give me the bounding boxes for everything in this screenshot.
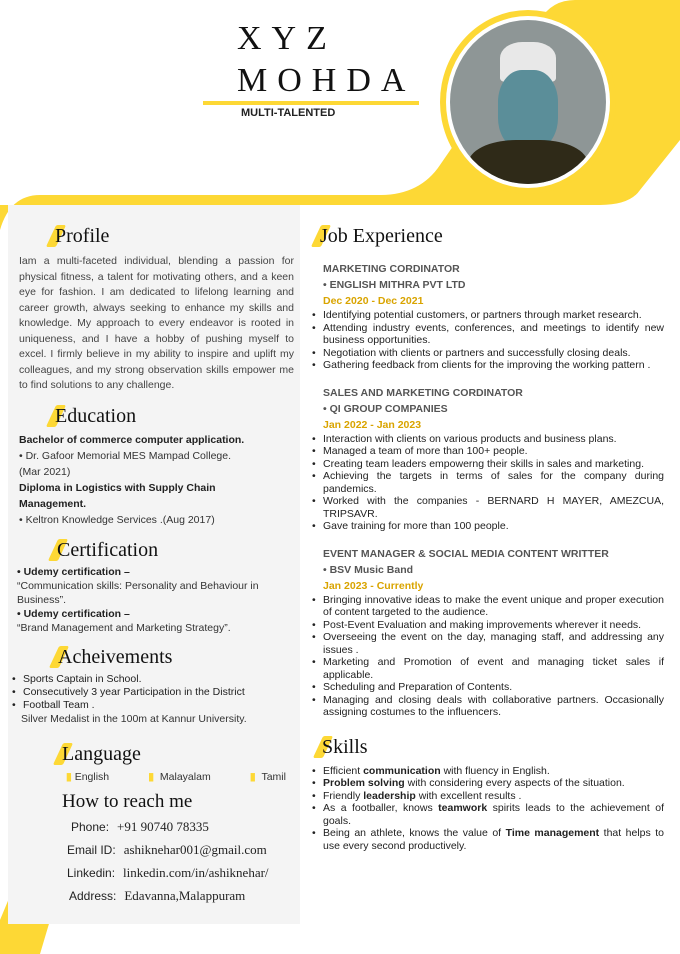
contact-phone: Phone: +91 90740 78335: [71, 819, 209, 834]
contact-list: [67, 816, 294, 908]
list-item: • Football Team .: [12, 699, 294, 712]
skill-item: • As a footballer, knows teamwork spirits leads to the achievement of goals.: [312, 802, 664, 827]
degree: Diploma in Logistics with Supply Chain Management.: [19, 481, 216, 510]
job-date: Jan 2023 - Currently: [323, 579, 424, 592]
list-item: • Identifying potential customers, or partners through market research.: [312, 309, 664, 322]
list-item: • Overseeing the event on the day, managing staff, and addressing any issues .: [312, 631, 664, 656]
language-item: ▮ English: [66, 770, 110, 783]
profile-text: Iam a multi-faceted individual, blending a passion for physical fitness, a talent for motivating others, and a keen eye for fashion. I am dedicated to lifelong learning and career growth, always seeking to enhance my skills and knowledge. My approach to every endeavor is rooted in uniqueness, and I have a hobby of pushing myself to excel. I firmly believe in my ability to inspire and uplift my colleagues, and my strong observation skills empower me to find solutions to any challenge.: [19, 255, 294, 391]
education-heading: Education: [55, 404, 294, 428]
list-item: • Sports Captain in School.: [12, 673, 294, 686]
job-role: EVENT MANAGER & SOCIAL MEDIA CONTENT WRITTER: [323, 547, 609, 560]
contact-email[interactable]: Email ID: ashiknehar001@gmail.com: [67, 842, 267, 857]
skill-item: • Being an athlete, knows the value of Time management that helps to use every second productively.: [312, 827, 664, 852]
list-item: • Achieving the targets in terms of sales for the company during pandemics.: [312, 470, 664, 495]
date: (Mar 2021): [19, 465, 71, 478]
left-column: [12, 224, 294, 908]
list-item: • Attending industry events, conferences, and meetings to identify new business opportunities.: [312, 322, 664, 347]
job-entry: [312, 386, 664, 533]
achievements-heading: Acheivements: [58, 645, 294, 669]
job-role: MARKETING CORDINATOR: [323, 263, 460, 275]
degree: Bachelor of commerce computer application.: [19, 433, 245, 446]
job-entry: [312, 547, 664, 719]
tagline: MULTI-TALENTED: [241, 107, 336, 119]
language-list: [66, 770, 286, 784]
cert-name: “Communication skills: Personality and Behaviour in Business”.: [17, 579, 259, 606]
contact-heading: How to reach me: [62, 790, 193, 812]
school: • Keltron Knowledge Services .(Aug 2017): [19, 513, 215, 526]
job-list: [312, 248, 664, 719]
education-list: [12, 432, 294, 528]
list-item: • Gave training for more than 100 people.: [312, 520, 664, 533]
job-date: Jan 2022 - Jan 2023: [323, 418, 422, 431]
skills-heading: Skills: [322, 735, 664, 759]
cert-org: • Udemy certification –: [17, 565, 130, 578]
list-item: • Managed a team of more than 100+ people.: [312, 445, 664, 458]
school: • Dr. Gafoor Memorial MES Mampad College.: [19, 449, 231, 462]
cert-org: • Udemy certification –: [17, 607, 130, 620]
list-item: • Gathering feedback from clients for the improving the working pattern .: [312, 359, 664, 372]
contact-linkedin[interactable]: Linkedin: linkedin.com/in/ashiknehar/: [67, 865, 269, 880]
list-item: • Managing and closing deals with collaborative partners. Occasionally assigning costumes to the influencers.: [312, 694, 664, 719]
candidate-name: XYZ MOHDA: [237, 20, 416, 99]
list-item: • Interaction with clients on various products and business plans.: [312, 433, 664, 446]
skills-list: [312, 765, 664, 853]
cert-name: “Brand Management and Marketing Strategy”.: [17, 621, 231, 634]
skill-item: • Problem solving with considering every aspects of the situation.: [312, 777, 664, 790]
job-date: Dec 2020 - Dec 2021: [323, 295, 424, 307]
list-item: • Consecutively 3 year Participation in the District: [12, 686, 294, 699]
language-item: ▮ Tamil: [249, 770, 286, 783]
job-company: • BSV Music Band: [323, 563, 414, 576]
contact-address: Address: Edavanna,Malappuram: [69, 888, 246, 903]
right-column: [312, 224, 664, 852]
job-role: SALES AND MARKETING CORDINATOR: [323, 386, 523, 399]
list-item: • Worked with the companies - BERNARD H MAYER, AMEZCUA, TRIPSAVR.: [312, 495, 664, 520]
skill-item: • Friendly leadership with excellent results .: [312, 790, 664, 803]
list-item: • Bringing innovative ideas to make the event unique and proper execution of content targeted to the audience.: [312, 594, 664, 619]
list-item: • Scheduling and Preparation of Contents.: [312, 681, 664, 694]
profile-heading: Profile: [55, 224, 294, 248]
job-company: • ENGLISH MITHRA PVT LTD: [323, 279, 466, 291]
list-item: • Creating team leaders empowerng their skills in sales and marketing.: [312, 458, 664, 471]
list-item: • Negotiation with clients or partners and successfully closing deals.: [312, 347, 664, 360]
job-company: • QI GROUP COMPANIES: [323, 402, 448, 415]
language-item: ▮ Malayalam: [148, 770, 211, 783]
list-item: • Marketing and Promotion of event and managing ticket sales if applicable.: [312, 656, 664, 681]
job-entry: [312, 262, 664, 372]
divider: [203, 101, 419, 105]
language-heading: Language: [62, 742, 294, 766]
profile-photo: [440, 10, 616, 194]
achievements-list: [12, 673, 294, 726]
certification-heading: Certification: [57, 538, 294, 562]
list-item: • Post-Event Evaluation and making improvements wherever it needs.: [312, 619, 664, 632]
certification-list: [12, 565, 262, 635]
list-item: Silver Medalist in the 100m at Kannur University.: [21, 712, 247, 725]
skill-item: • Efficient communication with fluency in English.: [312, 765, 664, 778]
job-experience-heading: Job Experience: [320, 224, 664, 248]
